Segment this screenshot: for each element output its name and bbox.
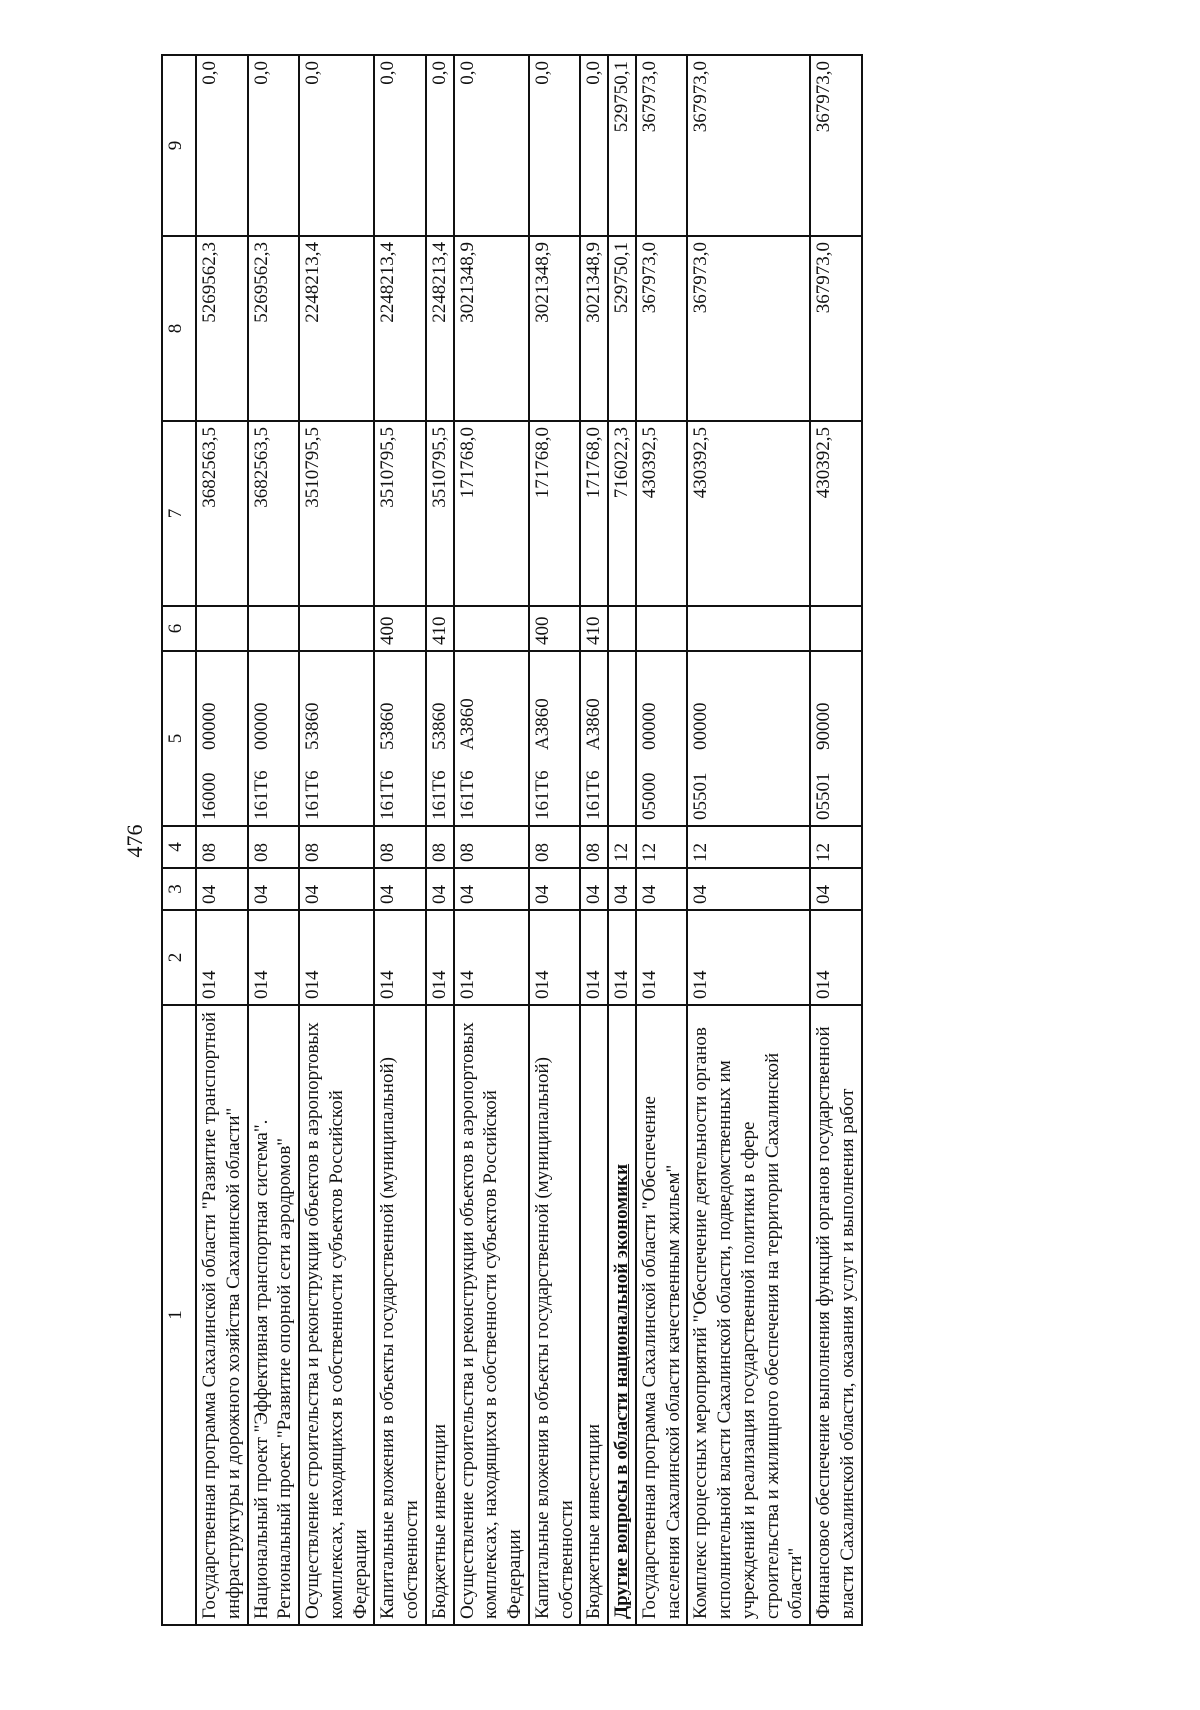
subsection-cell: 08 — [374, 826, 426, 868]
row-name-cell: Комплекс процессных мероприятий "Обеспечение деятельности органов исполнительной власти Сахалинской области, подведомственных им учреждений и реализация государственной политики в сфере строительства и жилищного обеспечения на территории Сахалинской области" — [687, 1005, 810, 1625]
target-article-direction: 53860 — [428, 702, 450, 750]
amount-col8-cell: 3021348,9 — [454, 236, 529, 421]
target-article-direction: 53860 — [377, 702, 399, 750]
target-article-program: 05501 — [813, 772, 834, 820]
amount-col7-cell: 171768,0 — [580, 421, 608, 606]
table-row — [810, 55, 862, 1625]
page-number: 476 — [122, 824, 147, 858]
amount-col9-cell: 0,0 — [374, 55, 426, 236]
admin-code-cell: 014 — [454, 910, 529, 1005]
target-article-cell — [299, 651, 374, 826]
target-article-cell — [248, 651, 300, 826]
expense-type-cell: 400 — [529, 606, 581, 651]
column-header: 1 — [162, 1005, 196, 1625]
expense-type-cell: 410 — [426, 606, 454, 651]
budget-table — [161, 54, 863, 1626]
amount-col8-cell: 5269562,3 — [196, 236, 248, 421]
target-article-direction: 00000 — [638, 702, 660, 750]
amount-col7-cell: 716022,3 — [608, 421, 636, 606]
target-article-program: 161Т6 — [456, 770, 478, 820]
row-name-cell: Бюджетные инвестиции — [426, 1005, 454, 1625]
amount-col9-cell: 367973,0 — [636, 55, 688, 236]
target-article-program: 05501 — [690, 772, 712, 820]
expense-type-cell — [810, 606, 862, 651]
amount-col7-cell: 430392,5 — [687, 421, 810, 606]
subsection-cell: 12 — [636, 826, 688, 868]
admin-code-cell: 014 — [426, 910, 454, 1005]
target-article-program: 161Т6 — [583, 770, 605, 820]
amount-col9-cell: 529750,1 — [608, 55, 636, 236]
amount-col9-cell: 367973,0 — [810, 55, 862, 236]
section-cell: 04 — [196, 868, 248, 910]
amount-col7-cell: 3510795,5 — [374, 421, 426, 606]
row-name-cell: Капитальные вложения в объекты государственной (муниципальной) собственности — [529, 1005, 581, 1625]
expense-type-cell — [299, 606, 374, 651]
section-cell: 04 — [580, 868, 608, 910]
table-row — [454, 55, 529, 1625]
column-header: 6 — [162, 606, 196, 651]
amount-col8-cell: 2248213,4 — [426, 236, 454, 421]
target-article-direction: 00000 — [199, 702, 220, 750]
column-header: 8 — [162, 236, 196, 421]
table-row — [196, 55, 248, 1625]
amount-col9-cell: 0,0 — [529, 55, 581, 236]
subsection-cell: 12 — [608, 826, 636, 868]
column-header: 4 — [162, 826, 196, 868]
target-article-program: 161Т6 — [377, 770, 399, 820]
table-row — [608, 55, 636, 1625]
target-article-program: 161Т6 — [250, 770, 272, 820]
target-article-cell — [196, 651, 248, 826]
target-article-cell — [636, 651, 688, 826]
admin-code-cell: 014 — [196, 910, 248, 1005]
amount-col7-cell: 430392,5 — [810, 421, 862, 606]
target-article-program: 05000 — [638, 772, 660, 820]
admin-code-cell: 014 — [580, 910, 608, 1005]
amount-col8-cell: 2248213,4 — [374, 236, 426, 421]
target-article-direction: 00000 — [250, 702, 272, 750]
target-article-direction: 90000 — [813, 702, 834, 750]
section-cell: 04 — [529, 868, 581, 910]
row-name-cell: Государственная программа Сахалинской области "Обеспечение населения Сахалинской области качественным жильем" — [636, 1005, 688, 1625]
table-row — [529, 55, 581, 1625]
subsection-cell: 08 — [248, 826, 300, 868]
admin-code-cell: 014 — [608, 910, 636, 1005]
admin-code-cell: 014 — [810, 910, 862, 1005]
expense-type-cell: 410 — [580, 606, 608, 651]
target-article-cell — [608, 651, 636, 826]
subsection-cell: 08 — [529, 826, 581, 868]
expense-type-cell: 400 — [374, 606, 426, 651]
target-article-cell — [454, 651, 529, 826]
table-row — [580, 55, 608, 1625]
amount-col8-cell: 367973,0 — [687, 236, 810, 421]
admin-code-cell: 014 — [299, 910, 374, 1005]
amount-col7-cell: 171768,0 — [529, 421, 581, 606]
target-article-cell — [580, 651, 608, 826]
expense-type-cell — [248, 606, 300, 651]
subsection-cell: 08 — [454, 826, 529, 868]
table-row — [636, 55, 688, 1625]
amount-col7-cell: 171768,0 — [454, 421, 529, 606]
column-header: 7 — [162, 421, 196, 606]
table-row — [299, 55, 374, 1625]
amount-col8-cell: 529750,1 — [608, 236, 636, 421]
target-article-direction: 53860 — [302, 702, 323, 750]
amount-col9-cell: 0,0 — [426, 55, 454, 236]
section-cell: 04 — [426, 868, 454, 910]
subsection-cell: 08 — [299, 826, 374, 868]
row-name-cell: Капитальные вложения в объекты государственной (муниципальной) собственности — [374, 1005, 426, 1625]
amount-col8-cell: 3021348,9 — [580, 236, 608, 421]
table-row — [374, 55, 426, 1625]
amount-col8-cell: 5269562,3 — [248, 236, 300, 421]
subsection-cell: 08 — [196, 826, 248, 868]
table-row — [426, 55, 454, 1625]
row-name-cell: Осуществление строительства и реконструкции объектов в аэропортовых комплексах, находящихся в собственности субъектов Российской Федерации — [454, 1005, 529, 1625]
row-name-cell: Бюджетные инвестиции — [580, 1005, 608, 1625]
expense-type-cell — [687, 606, 810, 651]
section-cell: 04 — [374, 868, 426, 910]
target-article-cell — [426, 651, 454, 826]
admin-code-cell: 014 — [529, 910, 581, 1005]
section-cell: 04 — [608, 868, 636, 910]
expense-type-cell — [196, 606, 248, 651]
amount-col9-cell: 0,0 — [248, 55, 300, 236]
section-cell: 04 — [248, 868, 300, 910]
expense-type-cell — [454, 606, 529, 651]
column-header: 3 — [162, 868, 196, 910]
target-article-direction: 00000 — [690, 702, 712, 750]
target-article-direction: А3860 — [531, 698, 553, 750]
column-header: 9 — [162, 55, 196, 236]
subsection-cell: 12 — [687, 826, 810, 868]
subsection-cell: 12 — [810, 826, 862, 868]
target-article-cell — [810, 651, 862, 826]
row-name-cell: Национальный проект "Эффективная транспортная система". Региональный проект "Развитие опорной сети аэродромов" — [248, 1005, 300, 1625]
target-article-program: 16000 — [199, 772, 220, 820]
target-article-program: 161Т6 — [531, 770, 553, 820]
admin-code-cell: 014 — [374, 910, 426, 1005]
amount-col9-cell: 0,0 — [454, 55, 529, 236]
amount-col9-cell: 367973,0 — [687, 55, 810, 236]
amount-col7-cell: 3510795,5 — [299, 421, 374, 606]
amount-col7-cell: 430392,5 — [636, 421, 688, 606]
expense-type-cell — [608, 606, 636, 651]
row-name-cell: Государственная программа Сахалинской области "Развитие транспортной инфраструктуры и дорожного хозяйства Сахалинской области" — [196, 1005, 248, 1625]
target-article-cell — [529, 651, 581, 826]
column-header: 5 — [162, 651, 196, 826]
target-article-program: 161Т6 — [428, 770, 450, 820]
amount-col8-cell: 3021348,9 — [529, 236, 581, 421]
subsection-cell: 08 — [426, 826, 454, 868]
admin-code-cell: 014 — [687, 910, 810, 1005]
row-name-cell: Другие вопросы в области национальной экономики — [608, 1005, 636, 1625]
column-header: 2 — [162, 910, 196, 1005]
rotated-page — [115, 56, 1200, 1626]
table-row — [687, 55, 810, 1625]
expense-type-cell — [636, 606, 688, 651]
amount-col9-cell: 0,0 — [299, 55, 374, 236]
target-article-program: 161Т6 — [302, 770, 323, 820]
header-row — [162, 55, 196, 1625]
amount-col7-cell: 3510795,5 — [426, 421, 454, 606]
amount-col7-cell: 3682563,5 — [248, 421, 300, 606]
section-cell: 04 — [687, 868, 810, 910]
admin-code-cell: 014 — [636, 910, 688, 1005]
admin-code-cell: 014 — [248, 910, 300, 1005]
subsection-cell: 08 — [580, 826, 608, 868]
amount-col7-cell: 3682563,5 — [196, 421, 248, 606]
section-cell: 04 — [454, 868, 529, 910]
target-article-cell — [687, 651, 810, 826]
section-cell: 04 — [810, 868, 862, 910]
amount-col8-cell: 2248213,4 — [299, 236, 374, 421]
amount-col8-cell: 367973,0 — [810, 236, 862, 421]
section-cell: 04 — [299, 868, 374, 910]
section-cell: 04 — [636, 868, 688, 910]
amount-col9-cell: 0,0 — [580, 55, 608, 236]
table-row — [248, 55, 300, 1625]
amount-col9-cell: 0,0 — [196, 55, 248, 236]
row-name-cell: Финансовое обеспечение выполнения функций органов государственной власти Сахалинской области, оказания услуг и выполнения работ — [810, 1005, 862, 1625]
target-article-direction: А3860 — [456, 698, 478, 750]
amount-col8-cell: 367973,0 — [636, 236, 688, 421]
row-name-cell: Осуществление строительства и реконструкции объектов в аэропортовых комплексах, находящихся в собственности субъектов Российской Федерации — [299, 1005, 374, 1625]
target-article-cell — [374, 651, 426, 826]
target-article-direction: А3860 — [583, 698, 605, 750]
